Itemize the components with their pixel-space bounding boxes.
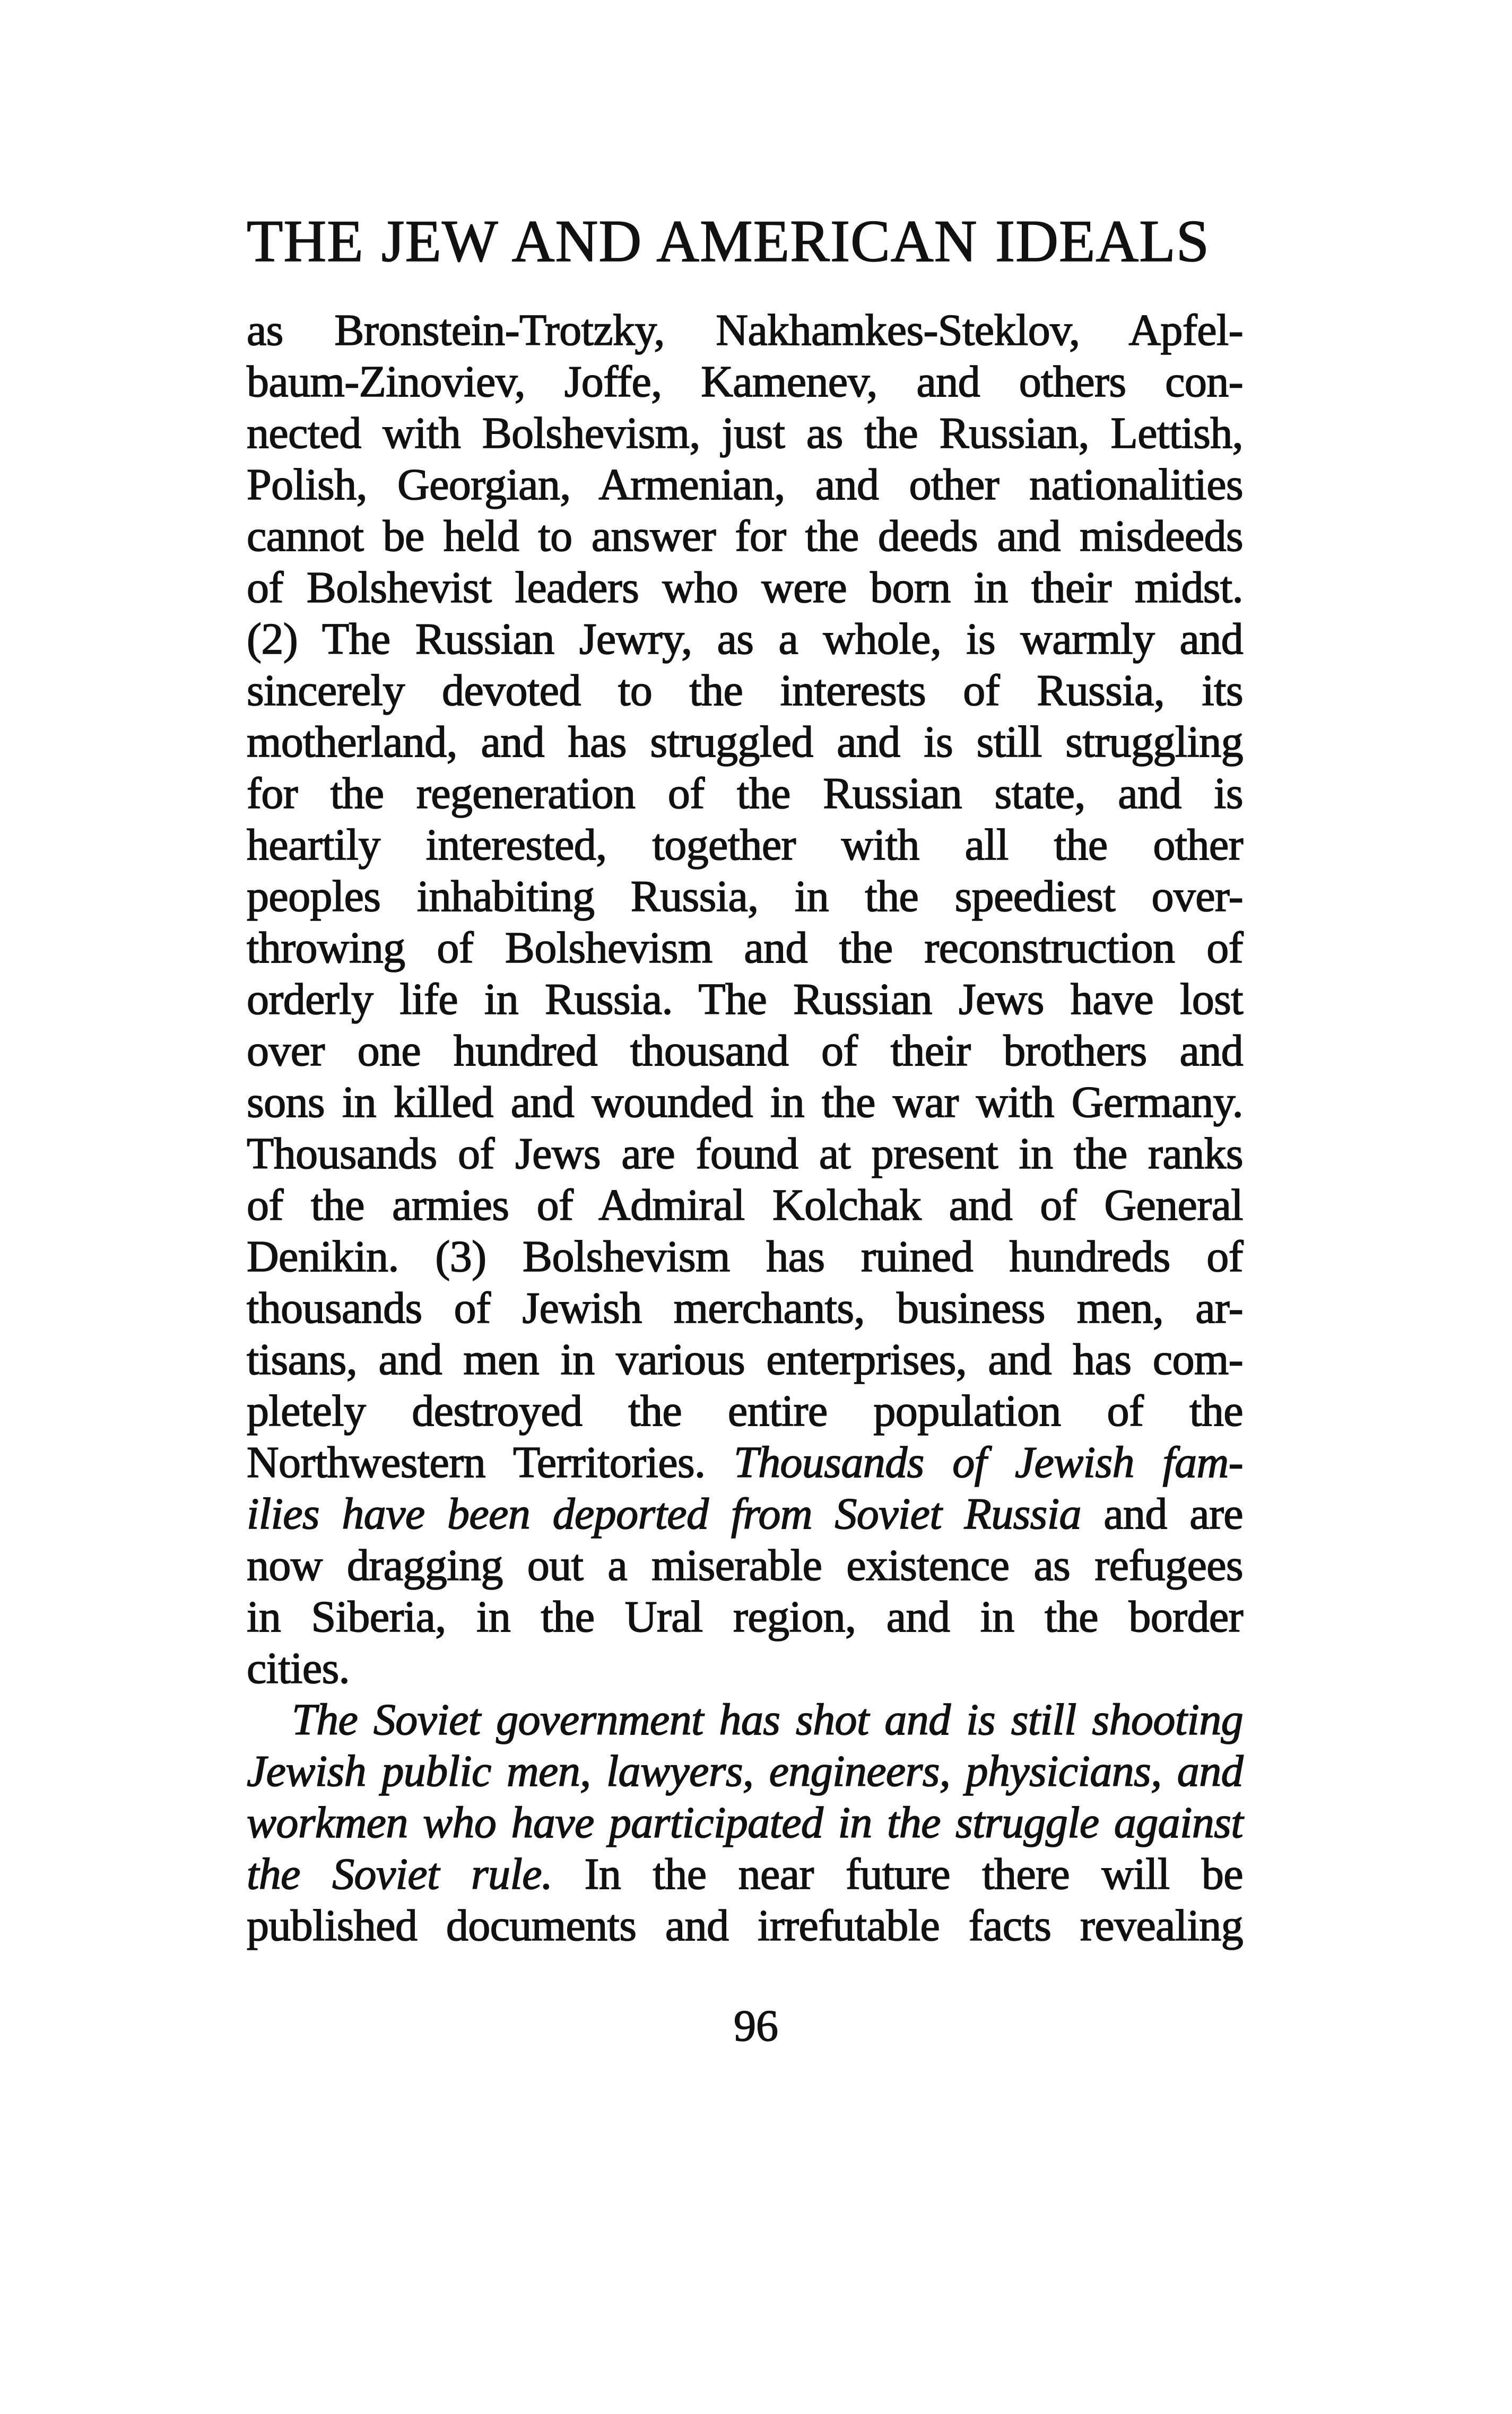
running-header: THE JEW AND AMERICAN IDEALS [247, 209, 1210, 274]
text-segment: In the near future there will be [552, 1849, 1243, 1899]
text-segment: as Bronstein-Trotzky, Nakhamkes-Steklov, Apfel- [247, 306, 1243, 355]
text-line [247, 1025, 1243, 1076]
text-line [247, 562, 1243, 613]
text-line [247, 1488, 1243, 1540]
text-segment: sons in killed and wounded in the war with Germany. [247, 1078, 1243, 1127]
text-segment: of Bolshevist leaders who were born in their midst. [247, 563, 1243, 612]
text-line [247, 1076, 1243, 1128]
text-segment: Polish, Georgian, Armenian, and other nationalities [247, 460, 1243, 509]
text-segment: thousands of Jewish merchants, business men, ar- [247, 1283, 1243, 1333]
text-segment: Northwestern Territories. [247, 1438, 734, 1487]
italic-text: workmen who have participated in the struggle against [247, 1798, 1243, 1847]
text-line [247, 819, 1243, 871]
text-segment: in Siberia, in the Ural region, and in the border [247, 1592, 1243, 1642]
text-segment: for the regeneration of the Russian state, and is [247, 769, 1243, 818]
text-segment: orderly life in Russia. The Russian Jews have lost [247, 975, 1243, 1024]
text-segment: nected with Bolshevism, just as the Russian, Lettish, [247, 409, 1243, 458]
text-segment: Thousands of Jews are found at present in the ranks [247, 1129, 1243, 1178]
text-line [247, 1282, 1243, 1334]
italic-text: The Soviet government has shot and is still shooting [292, 1695, 1243, 1744]
text-line [247, 922, 1243, 974]
text-line [247, 768, 1243, 819]
text-segment: cities. [247, 1644, 350, 1693]
text-segment: throwing of Bolshevism and the reconstruction of [247, 923, 1243, 972]
text-segment: (2) The Russian Jewry, as a whole, is warmly and [247, 614, 1243, 664]
text-segment: pletely destroyed the entire population of the [247, 1386, 1243, 1436]
text-line [247, 1591, 1243, 1643]
text-segment: cannot be held to answer for the deeds and misdeeds [247, 511, 1243, 561]
text-segment: now dragging out a miserable existence as refugees [247, 1541, 1243, 1590]
text-line [247, 613, 1243, 665]
text-line [247, 1437, 1243, 1488]
text-line [247, 305, 1243, 356]
text-segment: Denikin. (3) Bolshevism has ruined hundreds of [247, 1232, 1243, 1281]
text-segment: of the armies of Admiral Kolchak and of General [247, 1180, 1243, 1230]
text-line [247, 1231, 1243, 1282]
text-line [247, 1540, 1243, 1591]
text-segment: published documents and irrefutable facts revealing [247, 1901, 1243, 1950]
text-line [247, 716, 1243, 768]
text-segment: peoples inhabiting Russia, in the speediest over- [247, 872, 1243, 921]
text-line [247, 407, 1243, 459]
text-line [247, 510, 1243, 562]
text-segment: tisans, and men in various enterprises, and has com- [247, 1335, 1243, 1384]
italic-text: Thousands of Jewish fam- [733, 1438, 1243, 1487]
text-segment: and are [1081, 1489, 1243, 1539]
text-line [247, 1179, 1243, 1231]
text-line [247, 1694, 1243, 1746]
text-line [247, 1797, 1243, 1848]
italic-text: ilies have been deported from Soviet Russia [247, 1489, 1081, 1539]
text-line [247, 1643, 1243, 1694]
text-line [247, 459, 1243, 510]
text-line [247, 974, 1243, 1025]
text-segment: motherland, and has struggled and is still struggling [247, 717, 1243, 767]
body-text [247, 305, 1243, 1951]
text-line [247, 1900, 1243, 1951]
text-segment: baum-Zinoviev, Joffe, Kamenev, and others con- [247, 357, 1243, 406]
text-line [247, 356, 1243, 407]
italic-text: Jewish public men, lawyers, engineers, physicians, and [247, 1747, 1243, 1796]
text-line [247, 1385, 1243, 1437]
text-line [247, 871, 1243, 922]
text-segment: over one hundred thousand of their brothers and [247, 1026, 1243, 1075]
text-line [247, 1334, 1243, 1385]
text-segment: heartily interested, together with all the other [247, 820, 1243, 870]
text-line [247, 1746, 1243, 1797]
italic-text: the Soviet rule. [247, 1849, 553, 1899]
page-number: 96 [734, 2001, 778, 2051]
text-line [247, 665, 1243, 716]
text-line [247, 1848, 1243, 1900]
text-line [247, 1128, 1243, 1179]
text-segment: sincerely devoted to the interests of Russia, its [247, 666, 1243, 715]
